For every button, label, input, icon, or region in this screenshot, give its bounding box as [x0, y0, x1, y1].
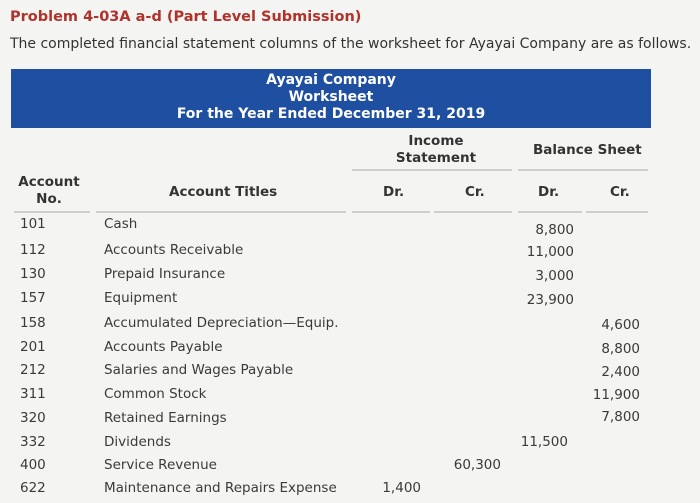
problem-title: Problem 4-03A a-d (Part Level Submission)	[10, 9, 362, 25]
worksheet-period: For the Year Ended December 31, 2019	[176, 106, 486, 122]
account-title: Accounts Payable	[104, 339, 223, 355]
account-no-header	[14, 174, 84, 208]
account-no: 130	[20, 266, 46, 282]
account-title: Maintenance and Repairs Expense	[104, 480, 337, 496]
account-title: Salaries and Wages Payable	[104, 362, 294, 378]
table-row	[0, 339, 700, 359]
account-no: 622	[20, 480, 46, 496]
table-row	[0, 315, 700, 335]
account-titles-header: Account Titles	[169, 184, 278, 200]
header-underline-isdr	[352, 211, 430, 213]
account-title: Retained Earnings	[104, 410, 227, 426]
income-statement-header	[395, 133, 477, 167]
income-statement-header-line2: Statement	[395, 150, 477, 166]
account-title: Cash	[104, 216, 138, 232]
account-title: Accumulated Depreciation—Equip.	[104, 315, 339, 331]
account-no: 112	[20, 242, 46, 258]
bs-dr-value: 11,000	[526, 244, 574, 260]
header-underline-title	[96, 211, 346, 213]
table-row	[0, 362, 700, 382]
worksheet-header	[11, 69, 651, 128]
worksheet-name: Worksheet	[288, 89, 374, 105]
company-name: Ayayai Company	[266, 72, 396, 88]
problem-description: The completed financial statement columns of the worksheet for Ayayai Company are as follows.	[10, 36, 692, 52]
bs-cr-value: 7,800	[601, 409, 640, 425]
balance-sheet-header: Balance Sheet	[533, 142, 642, 158]
bs-dr-header: Dr.	[538, 184, 560, 200]
header-divider-bs	[518, 169, 648, 171]
bs-dr-value: 11,500	[520, 434, 568, 450]
account-no: 157	[20, 290, 46, 306]
bs-cr-value: 8,800	[601, 341, 640, 357]
table-row	[0, 386, 700, 406]
account-no-header-line2: No.	[36, 191, 62, 207]
income-statement-header-line1: Income	[408, 133, 464, 149]
table-row	[0, 457, 700, 477]
account-title: Equipment	[104, 290, 178, 306]
bs-cr-value: 4,600	[601, 317, 640, 333]
account-title: Service Revenue	[104, 457, 217, 473]
bs-cr-header: Cr.	[610, 184, 630, 200]
account-no: 158	[20, 315, 46, 331]
table-row	[0, 480, 700, 500]
header-underline-bscr	[586, 211, 648, 213]
bs-dr-value: 8,800	[535, 222, 574, 238]
account-no: 320	[20, 410, 46, 426]
account-title: Dividends	[104, 434, 171, 450]
bs-cr-value: 11,900	[592, 387, 640, 403]
table-row	[0, 266, 700, 286]
account-no: 332	[20, 434, 46, 450]
table-row	[0, 290, 700, 310]
header-underline-iscr	[434, 211, 512, 213]
account-no: 400	[20, 457, 46, 473]
table-row	[0, 216, 700, 236]
header-underline-bsdr	[518, 211, 582, 213]
table-row	[0, 242, 700, 262]
account-no-header-line1: Account	[18, 174, 80, 190]
bs-dr-value: 3,000	[535, 268, 574, 284]
header-underline-acct	[14, 211, 90, 213]
account-no: 201	[20, 339, 46, 355]
bs-cr-value: 2,400	[601, 364, 640, 380]
account-title: Prepaid Insurance	[104, 266, 226, 282]
account-title: Common Stock	[104, 386, 207, 402]
header-divider-is	[352, 169, 512, 171]
is-cr-value: 60,300	[453, 457, 501, 473]
table-row	[0, 434, 700, 454]
bs-dr-value: 23,900	[526, 292, 574, 308]
account-no: 311	[20, 386, 46, 402]
table-row	[0, 410, 700, 430]
account-title: Accounts Receivable	[104, 242, 244, 258]
account-no: 101	[20, 216, 46, 232]
account-no: 212	[20, 362, 46, 378]
is-cr-header: Cr.	[465, 184, 485, 200]
is-dr-header: Dr.	[383, 184, 405, 200]
is-dr-value: 1,400	[382, 480, 421, 496]
